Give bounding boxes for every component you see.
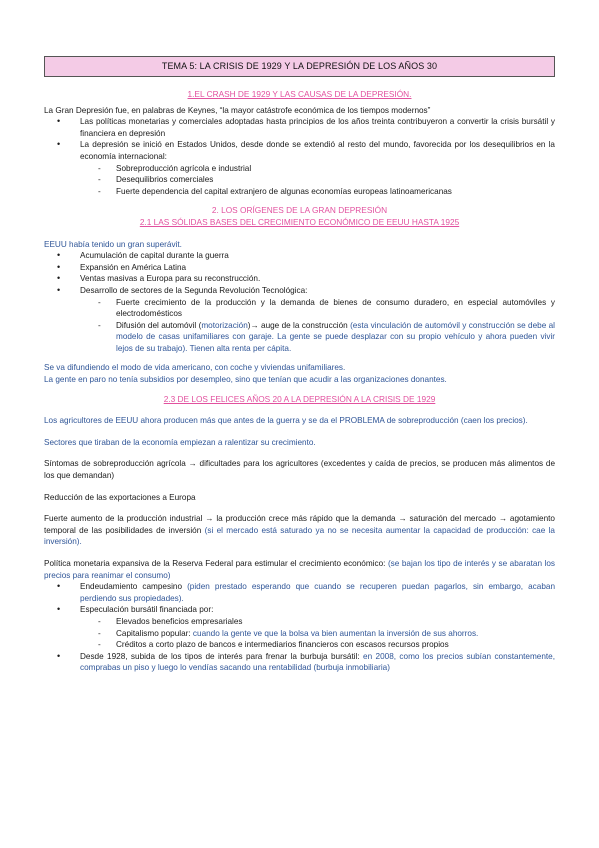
list-item: • Acumulación de capital durante la guerra <box>44 250 555 262</box>
text-run: Endeudamiento campesino <box>80 582 188 592</box>
list-item <box>44 651 555 674</box>
note-text: en 2008, como los precios subían constantemente, comprabas un piso y luego lo vendías sacando una rentabilidad (burbuja inmobiliaria) <box>80 651 555 673</box>
list-item: • Expansión en América Latina <box>44 262 555 274</box>
section-2-bullets <box>44 250 555 296</box>
sublist-item: - Fuerte dependencia del capital extranjero de algunas economías europeas latinoamericanas <box>44 186 555 198</box>
note-text: (si el mercado está saturado ya no se necesita aumentar la capacidad de producción: cae la inversión). <box>44 525 555 547</box>
section-1 <box>44 89 555 197</box>
sublist-item: - Fuerte crecimiento de la producción y la demanda de bienes de consumo duradero, en especial automóviles y electrodomésticos <box>44 297 555 320</box>
note-text: (piden prestado esperando que cuando se recuperen puedan pagarlos, sin embargo, acaban perdiendo sus propiedades). <box>80 582 555 603</box>
section-2-heading: 2. LOS ORÍGENES DE LA GRAN DEPRESIÓN <box>211 205 388 216</box>
section-2-paragraph: La gente en paro no tenía subsidios por desempleo, sino que tenían que acudir a las organizaciones donantes. <box>44 375 447 385</box>
text-run: Fuerte aumento de la producción industrial → la producción crece más rápido que la demanda → saturación del mercado → agotamiento temporal de las posibilidades de inversión <box>44 514 555 535</box>
text-run: Capitalismo popular: <box>116 628 193 638</box>
highlight-text: motorización <box>201 320 248 330</box>
section-2 <box>44 205 555 385</box>
sublist-item: - Elevados beneficios empresariales <box>44 616 555 628</box>
section-3-paragraph: Reducción de las exportaciones a Europa <box>44 492 196 502</box>
section-3-bullets-2 <box>44 651 555 674</box>
list-item: • Especulación bursátil financiada por: <box>44 604 555 616</box>
section-3-heading: 2.3 DE LOS FELICES AÑOS 20 A LA DEPRESIÓN A LA CRISIS DE 1929 <box>163 393 436 404</box>
section-2-subheading: 2.1 LAS SÓLIDAS BASES DEL CRECIMIENTO ECONÓMICO DE EEUU HASTA 1925 <box>139 216 460 227</box>
section-3-paragraph: Síntomas de sobreproducción agrícola → dificultades para los agricultores (excedentes y caída de precios, se producen más alimentos de los que demandan) <box>44 459 555 481</box>
text-run: Difusión del automóvil ( <box>116 320 202 330</box>
list-item: • Ventas masivas a Europa para su reconstrucción. <box>44 273 555 285</box>
section-3-sublist <box>44 616 555 651</box>
note-text: cuando la gente ve que la bolsa va bien aumentan la inversión de sus ahorros. <box>192 628 479 638</box>
list-item: • Las políticas monetarias y comerciales adoptadas hasta principios de los años treinta contribuyeron a convertir la crisis bursátil y financiera en depresión <box>44 116 555 139</box>
sublist-item: - Sobreproducción agrícola e industrial <box>44 163 555 175</box>
note-text: (se bajan los tipo de interés y se abaratan los precios para reanimar el consumo) <box>44 559 555 580</box>
sublist-item: - Desequilibrios comerciales <box>44 174 555 186</box>
section-3-paragraph: Sectores que tiraban de la economía empiezan a ralentizar su crecimiento. <box>44 437 316 447</box>
section-3-bullets <box>44 581 555 616</box>
section-1-sublist <box>44 163 555 198</box>
sublist-item: - Créditos a corto plazo de bancos e intermediarios financieros con escasos recursos propios <box>44 639 555 651</box>
section-2-sublist <box>44 297 555 355</box>
document-page <box>44 56 555 674</box>
section-3-paragraph <box>44 558 555 581</box>
document-title: TEMA 5: LA CRISIS DE 1929 Y LA DEPRESIÓN DE LOS AÑOS 30 <box>161 60 438 71</box>
section-2-lead: EEUU había tenido un gran superávit. <box>44 239 182 249</box>
text-run: )→ auge de la construcción <box>247 320 351 330</box>
list-item: • Desarrollo de sectores de la Segunda Revolución Tecnológica: <box>44 285 555 297</box>
document-title-box <box>44 56 555 77</box>
section-1-intro: La Gran Depresión fue, en palabras de Keynes, “la mayor catástrofe económica de los tiempos modernos” <box>44 105 431 115</box>
text-run: Desde 1928, subida de los tipos de interés para frenar la burbuja bursátil: <box>80 651 364 661</box>
note-text: (esta vinculación de automóvil y construcción se debe al modelo de casas unifamiliares con garaje. La gente se puede desplazar con su propio vehículo y ahora pueden vivir lejos de su trabajo). Tienen alta renta per cápita. <box>116 320 555 353</box>
list-item: • La depresión se inició en Estados Unidos, desde donde se extendió al resto del mundo, favorecida por los desequilibrios en la economía internacional: <box>44 139 555 162</box>
section-3 <box>44 394 555 674</box>
list-item <box>44 581 555 604</box>
section-2-paragraph: Se va difundiendo el modo de vida americano, con coche y viviendas unifamiliares. <box>44 363 346 373</box>
section-1-heading: 1.EL CRASH DE 1929 Y LAS CAUSAS DE LA DEPRESIÓN. <box>187 89 412 99</box>
section-3-paragraph: Los agricultores de EEUU ahora producen más que antes de la guerra y se da el PROBLEMA de sobreproducción (caen los precios). <box>44 416 528 426</box>
sublist-item <box>44 628 555 640</box>
sublist-item <box>44 320 555 355</box>
section-1-bullets <box>44 116 555 162</box>
section-3-paragraph <box>44 513 555 548</box>
text-run: Política monetaria expansiva de la Reserva Federal para estimular el crecimiento económico: <box>44 559 388 568</box>
